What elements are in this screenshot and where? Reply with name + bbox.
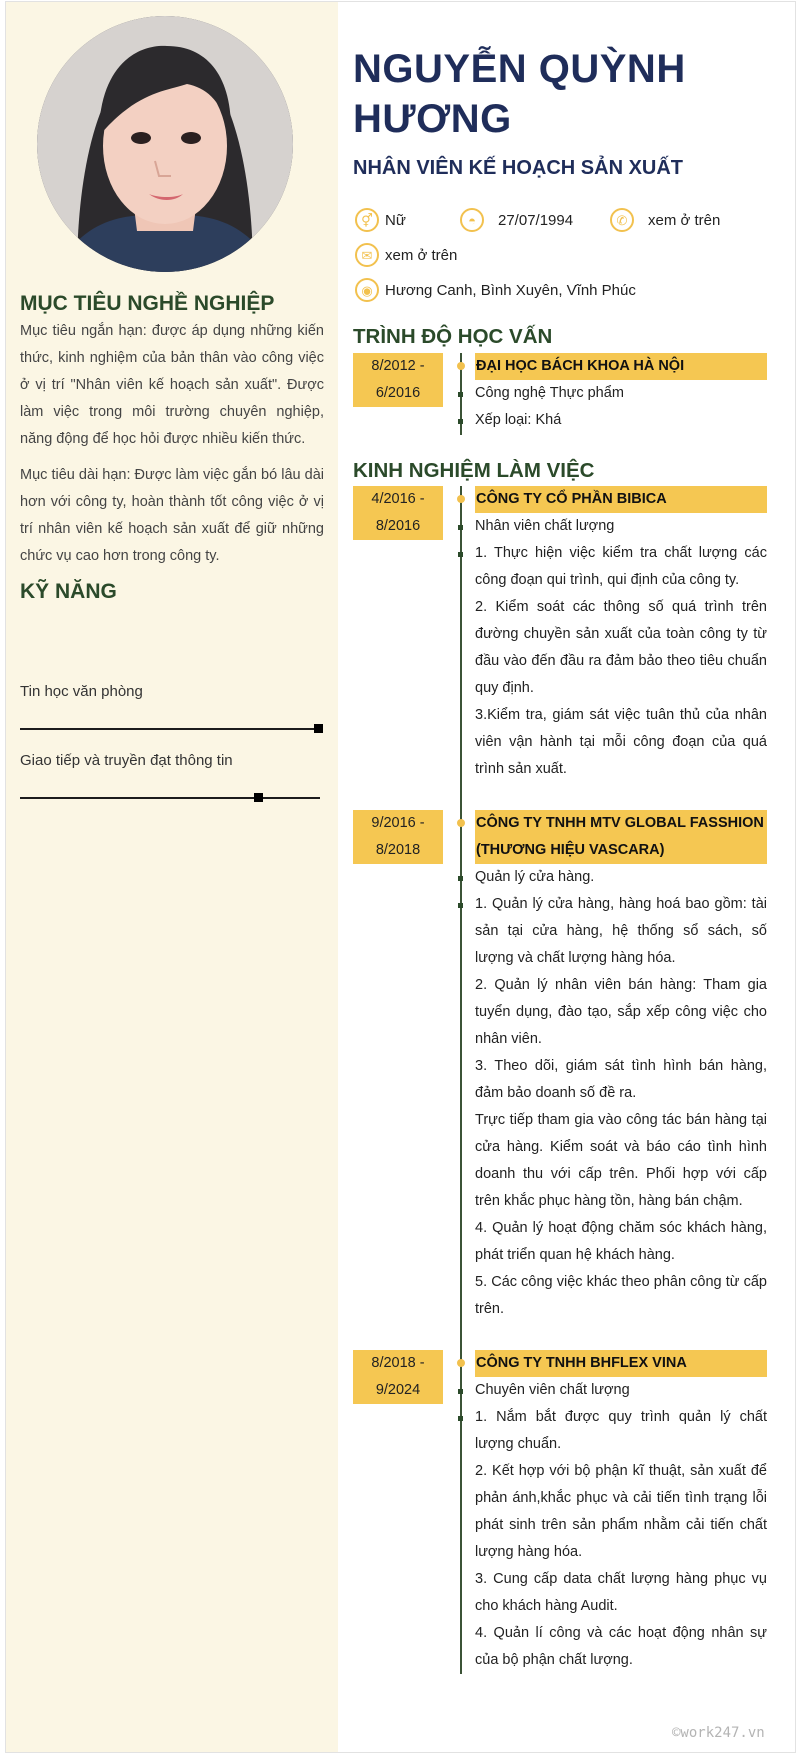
bullet <box>458 903 463 908</box>
bullet <box>458 419 463 424</box>
job-3-company: CÔNG TY TNHH BHFLEX VINA <box>475 1350 767 1377</box>
contact-address <box>355 278 636 302</box>
job-2-date: 9/2016 - 8/2018 <box>353 810 443 864</box>
experience-timeline <box>460 486 462 1674</box>
skills-heading: KỸ NĂNG <box>20 580 117 603</box>
location-icon: ◉ <box>355 278 379 302</box>
job-1-company: CÔNG TY CỔ PHẦN BIBICA <box>475 486 767 513</box>
contact-gender <box>355 208 406 232</box>
skill-bar-office <box>20 728 320 730</box>
education-grade: Xếp loại: Khá <box>475 412 562 428</box>
education-date: 8/2012 - 6/2016 <box>353 353 443 407</box>
job-1-details: 1. Thực hiện việc kiểm tra chất lượng các công đoạn qui trình, qui định của công ty. 2. Kiểm soát các thông số quá trình trên đường chuyền sản xuất của toàn công ty từ đầu vào đến đầu ra đảm bảo theo tiêu chuẩn quy định. 3.Kiểm tra, giám sát việc tuân thủ của nhân viên vận hành tại mỗi công đoạn của quá trình sản xuất. <box>475 545 767 777</box>
job-title: NHÂN VIÊN KẾ HOẠCH SẢN XUẤT <box>353 157 684 179</box>
skill-label-communication: Giao tiếp và truyền đạt thông tin <box>20 752 233 769</box>
portrait-illustration <box>37 16 293 272</box>
address-value: Hương Canh, Bình Xuyên, Vĩnh Phúc <box>385 281 636 299</box>
timeline-dot <box>457 819 465 827</box>
job-3-details: 1. Nắm bắt được quy trình quản lý chất lượng chuẩn. 2. Kết hợp với bộ phận kĩ thuật, sản xuất để phản ánh,khắc phục và cải tiến tình trạng lỗi phát sinh trên sản phẩm nhằm cải tiến chất lượng hàng hóa. 3. Cung cấp data chất lượng hàng phục vụ cho khách hàng Audit. 4. Quản lí công và các hoạt động nhân sự của bộ phận chất lượng. <box>475 1409 767 1668</box>
skill-label-office: Tin học văn phòng <box>20 683 143 700</box>
bullet <box>458 1389 463 1394</box>
contact-phone <box>610 208 720 232</box>
job-3-date: 8/2018 - 9/2024 <box>353 1350 443 1404</box>
experience-heading: KINH NGHIỆM LÀM VIỆC <box>353 459 595 482</box>
skill-level-marker <box>314 724 323 733</box>
skill-bar-communication <box>20 797 320 799</box>
objective-heading: MỤC TIÊU NGHỀ NGHIỆP <box>20 292 275 315</box>
job-2-company: CÔNG TY TNHH MTV GLOBAL FASSHION (THƯƠNG HIỆU VASCARA) <box>475 810 767 864</box>
phone-value: xem ở trên <box>648 211 721 229</box>
bullet <box>458 525 463 530</box>
timeline-dot <box>457 495 465 503</box>
timeline-dot <box>457 362 465 370</box>
job-2-position: Quản lý cửa hàng. <box>475 869 595 885</box>
cake-icon: ◓ <box>460 208 484 232</box>
job-1-position: Nhân viên chất lượng <box>475 518 615 534</box>
bullet <box>458 392 463 397</box>
education-heading: TRÌNH ĐỘ HỌC VẤN <box>353 325 553 348</box>
education-major: Công nghệ Thực phẩm <box>475 385 624 401</box>
job-3-position: Chuyên viên chất lượng <box>475 1382 630 1398</box>
objective-short-term: Mục tiêu ngắn hạn: được áp dụng những kiến thức, kinh nghiệm của bản thân vào công việc ở vị trí "Nhân viên kế hoạch sản xuất". Được làm việc trong môi trường chuyên nghiệp, năng động để học hỏi được nhiều kiến thức. <box>20 323 324 447</box>
education-school: ĐẠI HỌC BÁCH KHOA HÀ NỘI <box>475 353 767 380</box>
objective-long-term: Mục tiêu dài hạn: Được làm việc gắn bó lâu dài hơn với công ty, hoàn thành tốt công việc ở vị trí nhân viên kế hoạch sản xuất để giữ những chức vụ cao hơn trong công ty. <box>20 467 324 564</box>
job-1-date: 4/2016 - 8/2016 <box>353 486 443 540</box>
phone-icon: ✆ <box>610 208 634 232</box>
timeline-dot <box>457 1359 465 1367</box>
bullet <box>458 876 463 881</box>
bullet <box>458 552 463 557</box>
email-value: xem ở trên <box>385 246 458 264</box>
job-2-details: 1. Quản lý cửa hàng, hàng hoá bao gồm: tài sản tại cửa hàng, hệ thống sổ sách, số lượng và chất lượng hàng hóa. 2. Quản lý nhân viên bán hàng: Tham gia tuyển dụng, đào tạo, sắp xếp công việc cho nhân viên. 3. Theo dõi, giám sát tình hình bán hàng, đảm bảo doanh số đề ra. Trực tiếp tham gia vào công tác bán hàng tại cửa hàng. Kiểm soát và báo cáo tình hình doanh thu với cấp trên. Phối hợp với cấp trên khắc phục hàng tồn, hàng bán chậm. 4. Quản lý hoạt động chăm sóc khách hàng, phát triển quan hệ khách hàng. 5. Các công việc khác theo phân công từ cấp trên. <box>475 896 767 1317</box>
profile-photo <box>37 16 293 272</box>
bullet <box>458 1416 463 1421</box>
birthday-value: 27/07/1994 <box>498 211 574 229</box>
candidate-name: NGUYỄN QUỲNH HƯƠNG <box>353 47 686 141</box>
contact-birthday <box>460 208 573 232</box>
gender-icon: ⚥ <box>355 208 379 232</box>
email-icon: ✉ <box>355 243 379 267</box>
gender-value: Nữ <box>385 211 406 229</box>
watermark: ©work247.vn <box>672 1725 765 1741</box>
contact-email <box>355 243 457 267</box>
skill-level-marker <box>254 793 263 802</box>
